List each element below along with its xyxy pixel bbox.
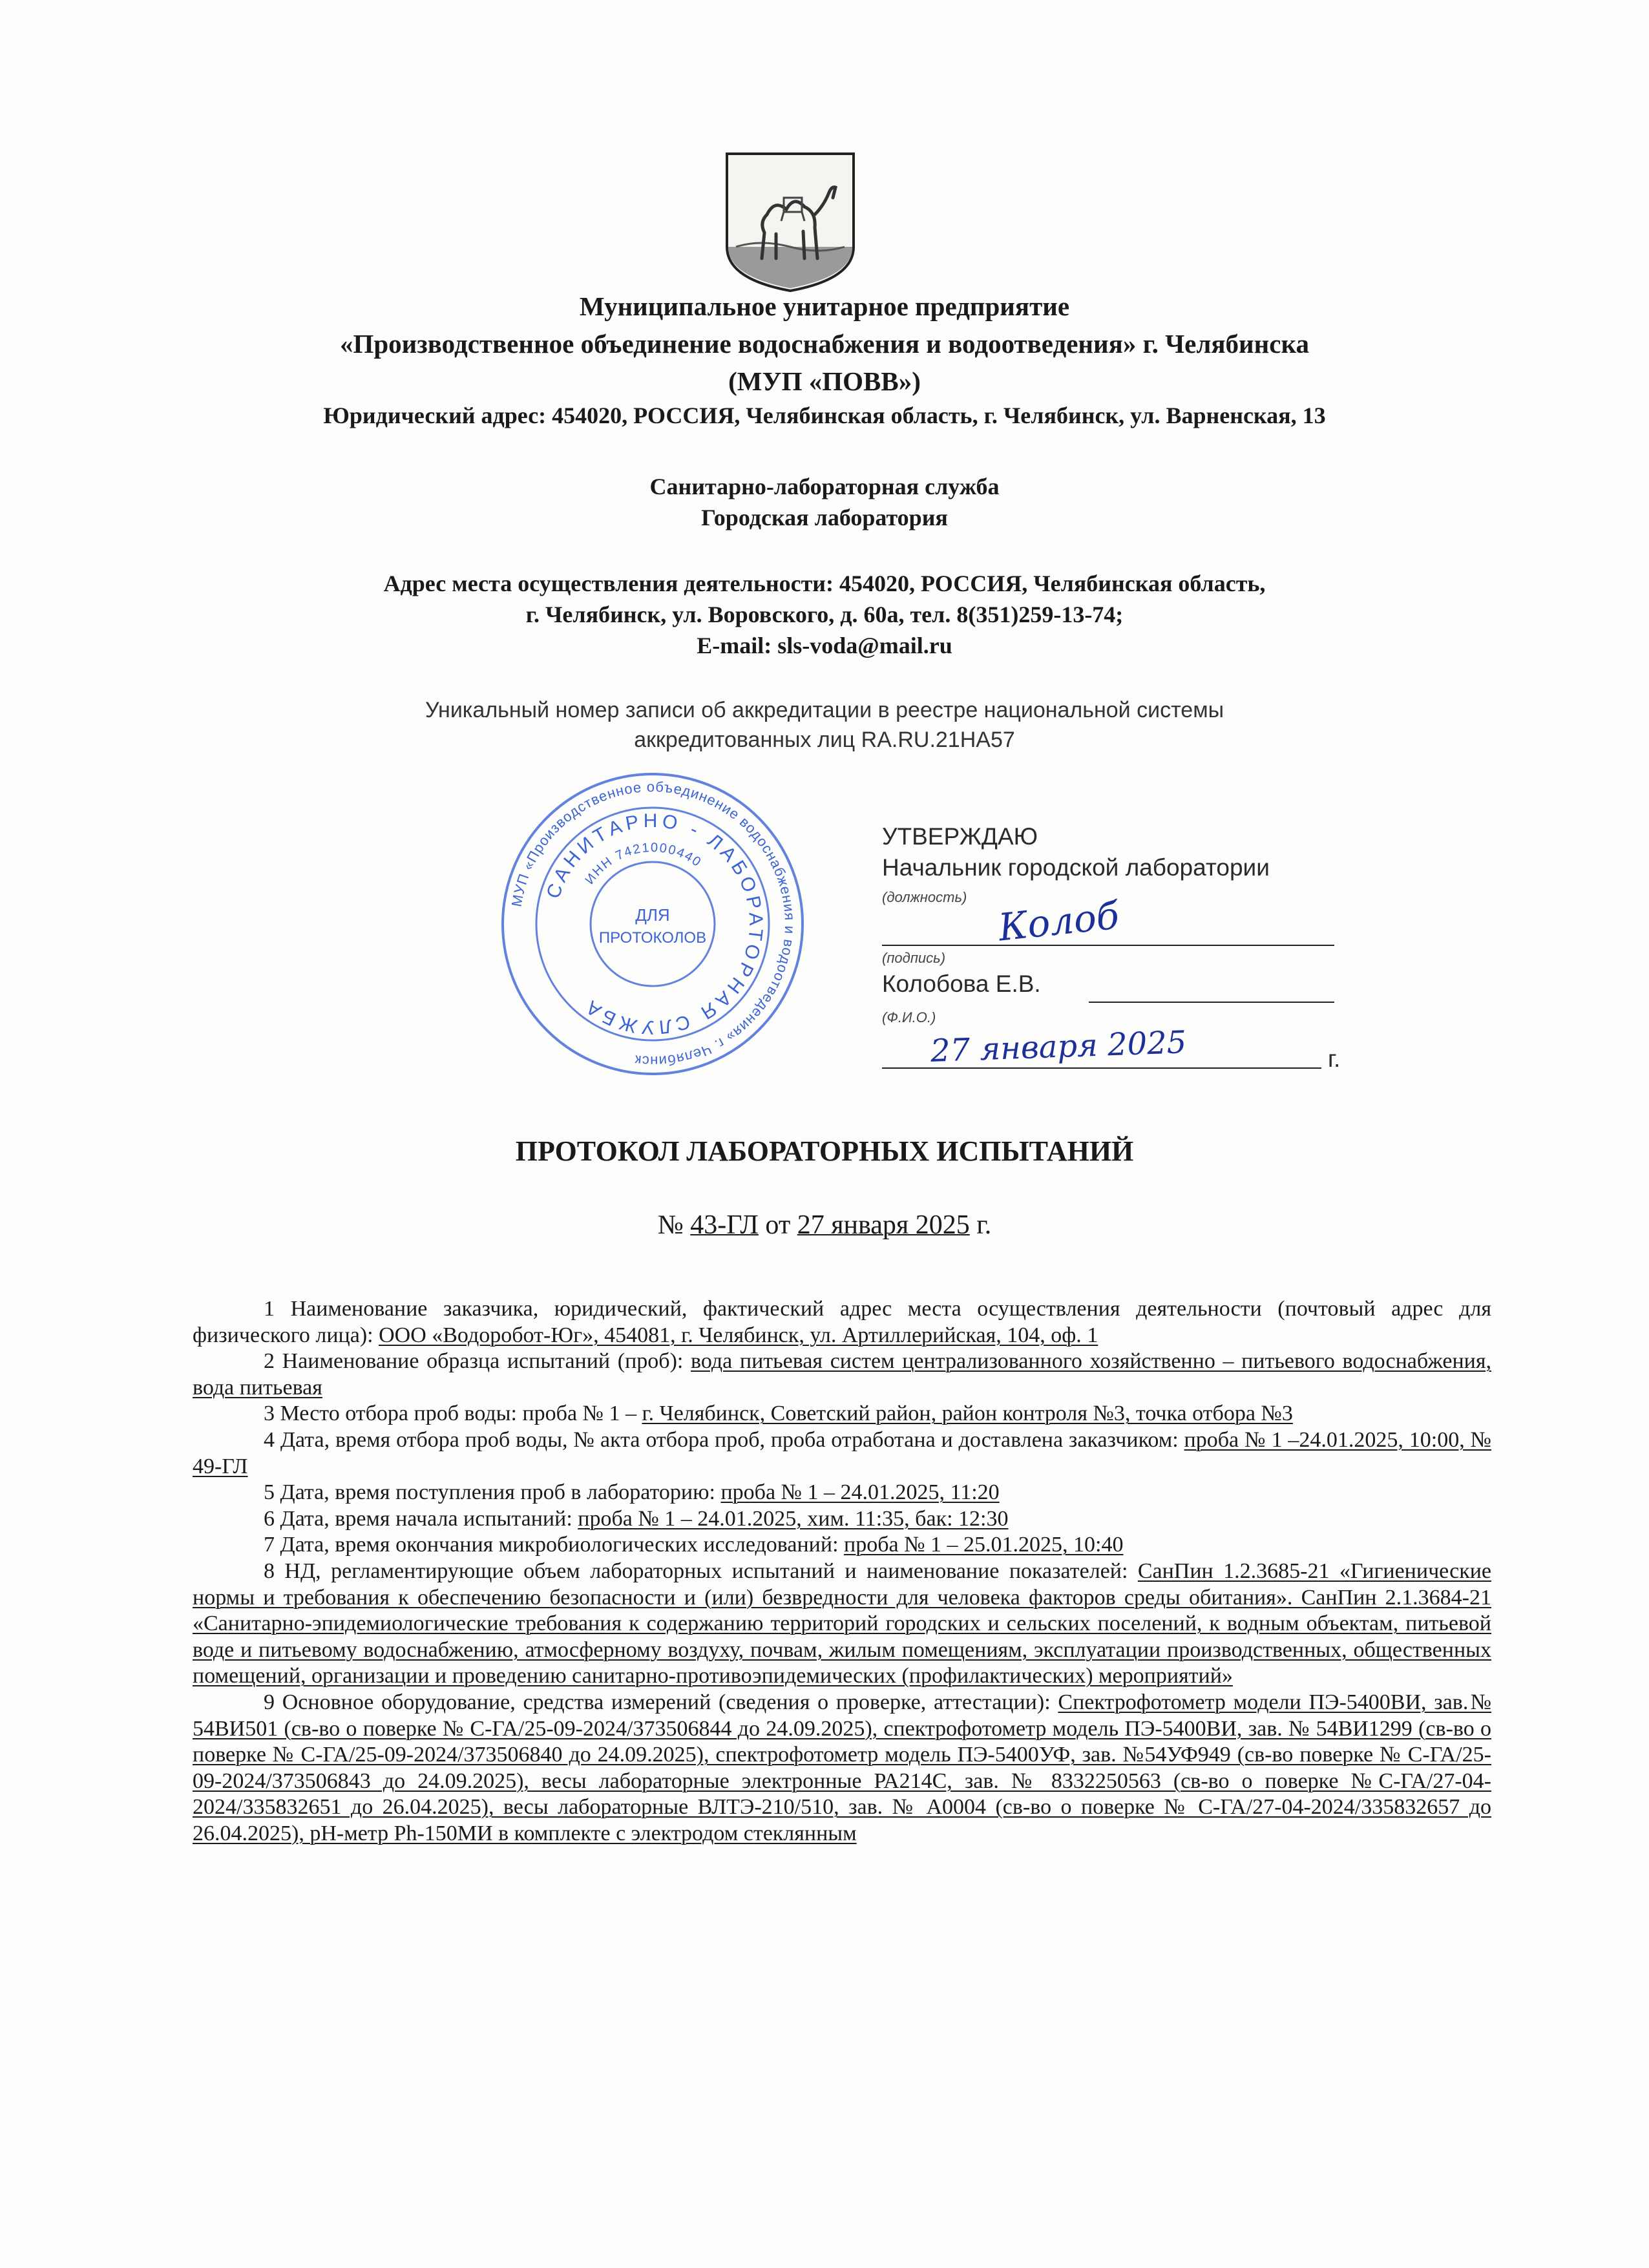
laboratory-name: Городская лаборатория <box>701 505 948 530</box>
service-name: Санитарно-лабораторная служба <box>649 474 1000 499</box>
handwritten-signature: Колоб <box>996 893 1122 950</box>
stamp-center-line-1: ДЛЯ <box>635 905 670 925</box>
org-name-line-1: Муниципальное унитарное предприятие <box>579 291 1070 321</box>
accreditation-line-1: Уникальный номер записи об аккредитации в реестре национальной системы <box>425 698 1224 722</box>
section-label: 9 Основное оборудование, средства измерений (сведения о проверке, аттестации): <box>264 1690 1058 1714</box>
section-label: 4 Дата, время отбора проб воды, № акта отбора проб, проба отработана и доставлена заказчиком: <box>264 1427 1184 1452</box>
accreditation-line-2: аккредитованных лиц RA.RU.21НА57 <box>634 728 1015 752</box>
section-label: 3 Место отбора проб воды: проба № 1 – <box>264 1402 642 1426</box>
section-8 <box>193 1559 1491 1690</box>
number-prefix: № <box>657 1210 684 1240</box>
section-value: ООО «Водоробот-Юг», 454081, г. Челябинск, ул. Артиллерийская, 104, оф. 1 <box>379 1323 1098 1347</box>
name-caption: (Ф.И.О.) <box>882 1009 936 1025</box>
coat-of-arms-emblem <box>722 150 859 293</box>
handwritten-approval-date: 27 января 2025 <box>930 1024 1188 1069</box>
section-label: 7 Дата, время окончания микробиологических исследований: <box>264 1533 845 1557</box>
section-value: СанПин 1.2.3685-21 «Гигиенические нормы и требования к обеспечению безопасности и (или) безвредности для человека факторов среды обитания». СанПин 2.1.3684-21 «Санитарно-эпидемиологические требования к содержанию территорий городских и сельских поселений, к водным объектам, питьевой воде и питьевому водоснабжению, атмосферному воздуху, почвам, жилым помещениям, эксплуатации производственных, общественных помещений, организации и проведению санитарно-противоэпидемических (профилактических) мероприятий» <box>193 1559 1492 1688</box>
protocol-body <box>193 1296 1491 1847</box>
protocol-year-suffix: г. <box>976 1210 992 1240</box>
stamp-outer-text: МУП «Производственное объединение водоснабжения и водоотведения» г. Челябинск <box>508 778 799 1070</box>
protocol-date: 27 января 2025 <box>797 1210 970 1240</box>
section-5 <box>193 1480 1491 1506</box>
section-value: проба № 1 –24.01.2025, 10:00, № 49-ГЛ <box>193 1427 1491 1478</box>
position-caption: (должность) <box>882 889 967 905</box>
section-label: 1 Наименование заказчика, юридический, фактический адрес места осуществления деятельности (почтовый адрес для физического лица): <box>193 1297 1491 1347</box>
section-value: проба № 1 – 25.01.2025, 10:40 <box>844 1533 1124 1557</box>
approver-position: Начальник городской лаборатории <box>882 854 1270 881</box>
section-value: проба № 1 – 24.01.2025, 11:20 <box>720 1480 1000 1505</box>
approval-heading: УТВЕРЖДАЮ <box>882 823 1038 850</box>
section-label: 5 Дата, время поступления проб в лабораторию: <box>264 1480 721 1505</box>
section-9 <box>193 1690 1491 1847</box>
activity-address-line-2: г. Челябинск, ул. Воровского, д. 60а, тел. 8(351)259-13-74; <box>525 602 1124 627</box>
org-abbreviation: (МУП «ПОВВ») <box>728 366 921 396</box>
date-year-suffix: г. <box>1328 1045 1341 1072</box>
laboratory-stamp <box>498 766 808 1082</box>
protocol-number-line <box>0 1210 1649 1241</box>
approver-name: Колобова Е.В. <box>882 971 1041 997</box>
section-4 <box>193 1427 1491 1480</box>
stamp-inn: ИНН 7421000440 <box>582 840 704 887</box>
stamp-inner-text: САНИТАРНО - ЛАБОРАТОРНАЯ СЛУЖБА <box>542 810 767 1038</box>
section-value: Спектрофотометр модели ПЭ-5400ВИ, зав.№ 54ВИ501 (св-во о поверке № С-ГА/25-09-2024/373506844 до 24.09.2025), спектрофотометр модель ПЭ-5400ВИ, зав. № 54ВИ1299 (св-во о поверке № С-ГА/25-09-2024/373506840 до 24.09.2025), спектрофотометр модель ПЭ-5400УФ, зав. №54УФ949 (св-во поверке № С-ГА/25-09-2024/373506843 до 24.09.2025), весы лабораторные электронные РА214С, зав. № 8332250563 (св-во о поверке №С-ГА/27-04-2024/335832651 до 26.04.2025), весы лабораторные ВЛТЭ-210/510, зав. № А0004 (св-во о поверке № С-ГА/27-04-2024/335832657 до 26.04.2025), рН-метр Ph-150МИ в комплекте с электродом стеклянным <box>193 1690 1492 1845</box>
org-name-line-2: «Производственное объединение водоснабжения и водоотведения» г. Челябинска <box>339 329 1309 359</box>
section-label: 8 НД, регламентирующие объем лабораторных испытаний и наименование показателей: <box>264 1559 1138 1583</box>
section-7 <box>193 1532 1491 1559</box>
section-3 <box>193 1401 1491 1427</box>
section-1 <box>193 1296 1491 1349</box>
section-label: 2 Наименование образца испытаний (проб): <box>264 1349 691 1374</box>
section-value: г. Челябинск, Советский район, район контроля №3, точка отбора №3 <box>642 1402 1293 1426</box>
activity-address-line-1: Адрес места осуществления деятельности: 454020, РОССИЯ, Челябинская область, <box>383 571 1266 596</box>
section-6 <box>193 1506 1491 1533</box>
name-line <box>1089 1002 1334 1003</box>
protocol-title: ПРОТОКОЛ ЛАБОРАТОРНЫХ ИСПЫТАНИЙ <box>515 1135 1134 1167</box>
signature-caption: (подпись) <box>882 950 946 966</box>
stamp-center-line-2: ПРОТОКОЛОВ <box>598 929 707 947</box>
from-word: от <box>765 1210 791 1240</box>
legal-address: Юридический адрес: 454020, РОССИЯ, Челябинская область, г. Челябинск, ул. Варненская, 13 <box>323 403 1326 428</box>
section-value: вода питьевая систем централизованного хозяйственно – питьевого водоснабжения, вода питьевая <box>193 1349 1491 1400</box>
section-2 <box>193 1349 1491 1401</box>
section-label: 6 Дата, время начала испытаний: <box>264 1506 578 1531</box>
email: E-mail: sls-voda@mail.ru <box>697 633 952 658</box>
signature-line <box>882 945 1334 946</box>
svg-text:ИНН 7421000440 <box>583 841 704 887</box>
section-value: проба № 1 – 24.01.2025, хим. 11:35, бак: 12:30 <box>578 1506 1009 1531</box>
protocol-number: 43-ГЛ <box>690 1210 759 1240</box>
